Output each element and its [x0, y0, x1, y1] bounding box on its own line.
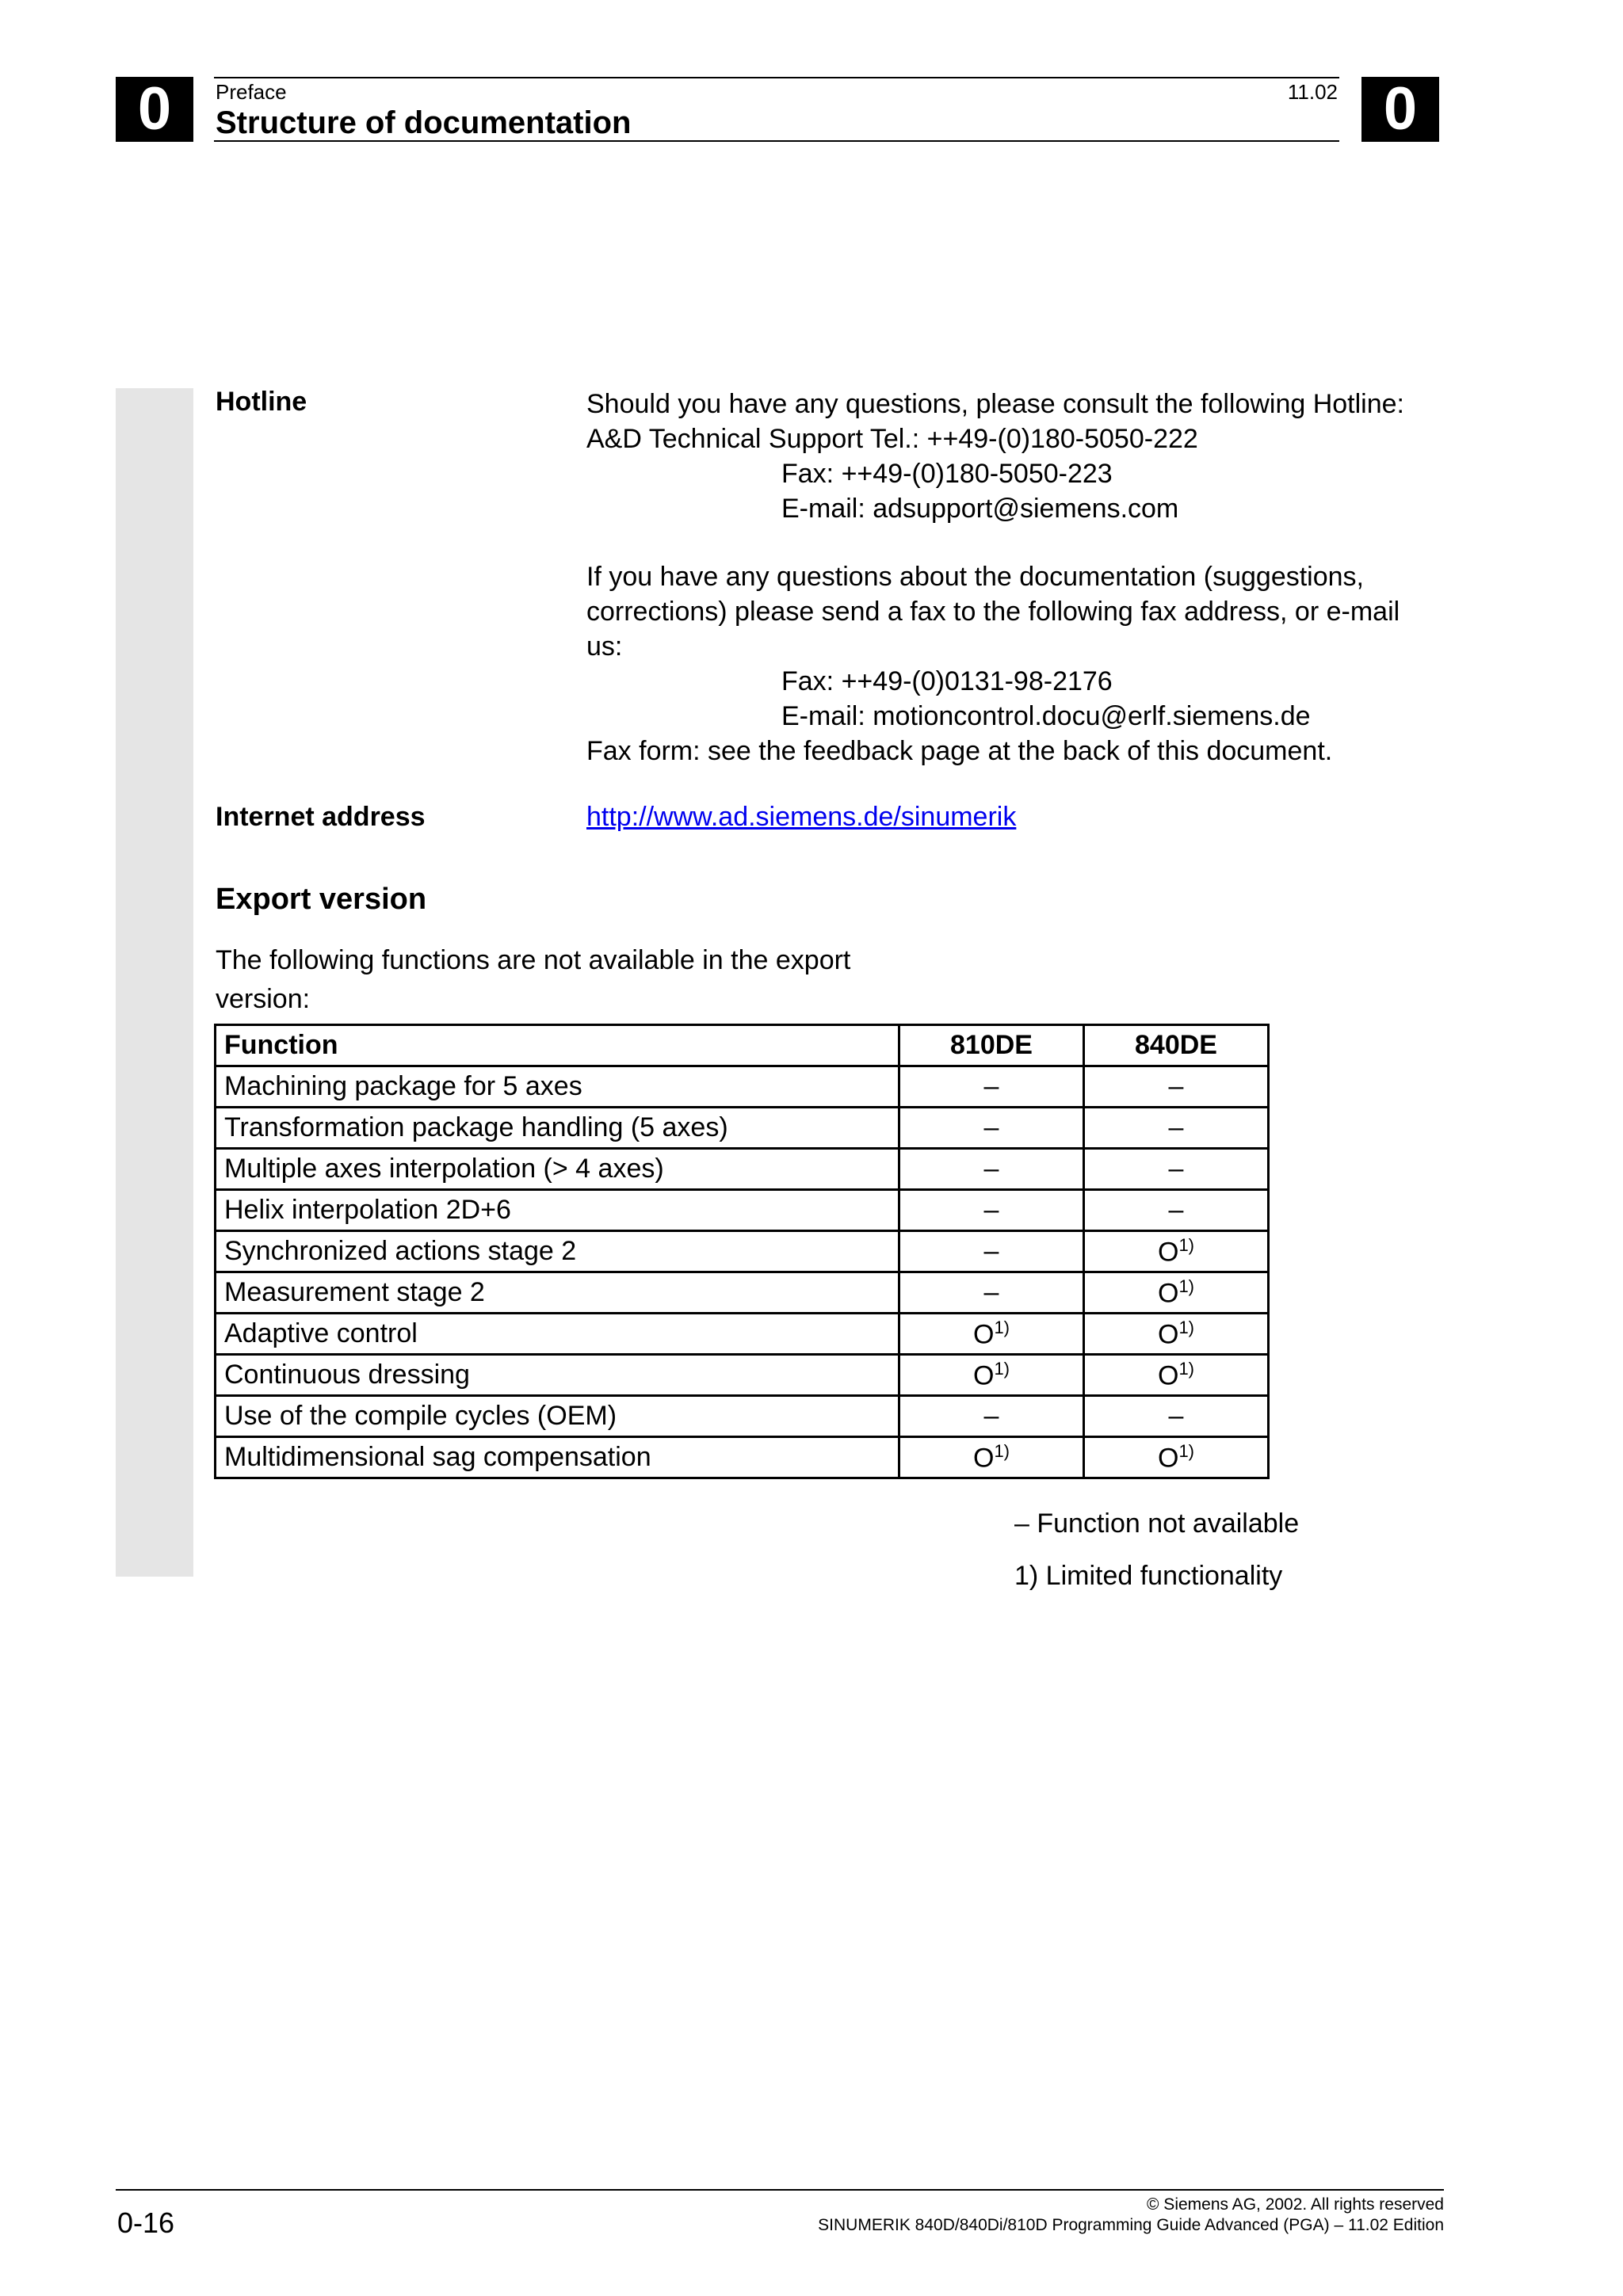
internet-link[interactable]: http://www.ad.siemens.de/sinumerik: [586, 802, 1017, 832]
footnote-marker: 1): [1178, 1317, 1194, 1337]
table-header: Function: [216, 1025, 899, 1066]
table-row: [216, 1149, 1269, 1190]
export-functions-table: [214, 1024, 1270, 1479]
header-section: Preface: [216, 80, 287, 104]
hotline-fax: Fax: ++49-(0)180-5050-223: [781, 459, 1113, 489]
function-cell: Continuous dressing: [216, 1355, 899, 1396]
table-row: [216, 1396, 1269, 1437]
legend-item: – Function not available: [1014, 1508, 1300, 1539]
chapter-number-box-left: 0: [116, 77, 193, 142]
internet-label: Internet address: [216, 802, 426, 832]
table-row: [216, 1272, 1269, 1314]
table-legend: [1014, 1497, 1299, 1602]
page-number: 0-16: [117, 2206, 175, 2239]
availability-cell: –: [1084, 1190, 1269, 1231]
availability-cell: $O^{1)}$: [1084, 1231, 1269, 1272]
feedback-line: corrections) please send a fax to the following fax address, or e-mail: [586, 597, 1400, 627]
availability-cell: $O^{1)}$: [1084, 1355, 1269, 1396]
availability-cell: –: [899, 1190, 1084, 1231]
export-version-heading: Export version: [216, 883, 427, 916]
availability-cell: –: [899, 1108, 1084, 1149]
footer-rule: [116, 2189, 1444, 2191]
page-title: Structure of documentation: [216, 105, 632, 140]
availability-cell: –: [899, 1066, 1084, 1108]
hotline-line: Should you have any questions, please consult the following Hotline:: [586, 389, 1405, 419]
table-row: [216, 1355, 1269, 1396]
feedback-fax: Fax: ++49-(0)0131-98-2176: [781, 666, 1113, 696]
availability-cell: $O^{1)}$: [899, 1355, 1084, 1396]
table-row: [216, 1231, 1269, 1272]
availability-cell: –: [1084, 1149, 1269, 1190]
availability-cell: $O^{1)}$: [1084, 1272, 1269, 1314]
table-header: 840DE: [1084, 1025, 1269, 1066]
function-cell: Transformation package handling (5 axes): [216, 1108, 899, 1149]
table-row: [216, 1190, 1269, 1231]
function-cell: Helix interpolation 2D+6: [216, 1190, 899, 1231]
table-row: [216, 1066, 1269, 1108]
availability-cell: –: [899, 1396, 1084, 1437]
feedback-email: E-mail: motioncontrol.docu@erlf.siemens.de: [781, 701, 1311, 731]
availability-cell: $O^{1)}$: [1084, 1314, 1269, 1355]
function-cell: Use of the compile cycles (OEM): [216, 1396, 899, 1437]
table-row: [216, 1437, 1269, 1478]
footnote-marker: 1): [1178, 1234, 1194, 1255]
availability-cell: $O^{1)}$: [899, 1437, 1084, 1478]
feedback-line: Fax form: see the feedback page at the back of this document.: [586, 736, 1333, 766]
feedback-line: If you have any questions about the documentation (suggestions,: [586, 562, 1364, 592]
footnote-marker: 1): [994, 1358, 1010, 1379]
footnote-marker: 1): [994, 1317, 1010, 1337]
margin-bar: [116, 388, 193, 1577]
availability-cell: –: [899, 1231, 1084, 1272]
export-version-intro: The following functions are not available in the export version:: [216, 945, 851, 1014]
hotline-line: A&D Technical Support Tel.: ++49-(0)180-5050-222: [586, 424, 1198, 454]
function-cell: Multidimensional sag compensation: [216, 1437, 899, 1478]
hotline-text: [586, 387, 1404, 526]
table-row: [216, 1108, 1269, 1149]
header-rule-top: [214, 77, 1339, 78]
function-cell: Measurement stage 2: [216, 1272, 899, 1314]
hotline-label: Hotline: [216, 387, 307, 417]
documentation-feedback-text: [586, 559, 1400, 769]
table-header: 810DE: [899, 1025, 1084, 1066]
function-cell: Adaptive control: [216, 1314, 899, 1355]
legend-item: 1) Limited functionality: [1014, 1561, 1283, 1591]
function-cell: Machining package for 5 axes: [216, 1066, 899, 1108]
availability-cell: –: [1084, 1066, 1269, 1108]
function-cell: Multiple axes interpolation (> 4 axes): [216, 1149, 899, 1190]
availability-cell: $O^{1)}$: [899, 1314, 1084, 1355]
footnote-marker: 1): [1178, 1440, 1194, 1461]
availability-cell: –: [899, 1272, 1084, 1314]
hotline-email: E-mail: adsupport@siemens.com: [781, 494, 1179, 524]
table-header-row: [216, 1025, 1269, 1066]
footnote-marker: 1): [1178, 1276, 1194, 1296]
header-date: 11.02: [1287, 80, 1338, 104]
availability-cell: $O^{1)}$: [1084, 1437, 1269, 1478]
availability-cell: –: [1084, 1396, 1269, 1437]
function-cell: Synchronized actions stage 2: [216, 1231, 899, 1272]
availability-cell: –: [899, 1149, 1084, 1190]
availability-cell: –: [1084, 1108, 1269, 1149]
chapter-number-box-right: 0: [1361, 77, 1439, 142]
footer-document-title: SINUMERIK 840D/840Di/810D Programming Guide Advanced (PGA) – 11.02 Edition: [818, 2216, 1444, 2234]
footnote-marker: 1): [994, 1440, 1010, 1461]
footnote-marker: 1): [1178, 1358, 1194, 1379]
feedback-line: us:: [586, 631, 623, 662]
table-row: [216, 1314, 1269, 1355]
footer-copyright: © Siemens AG, 2002. All rights reserved: [1147, 2195, 1444, 2214]
